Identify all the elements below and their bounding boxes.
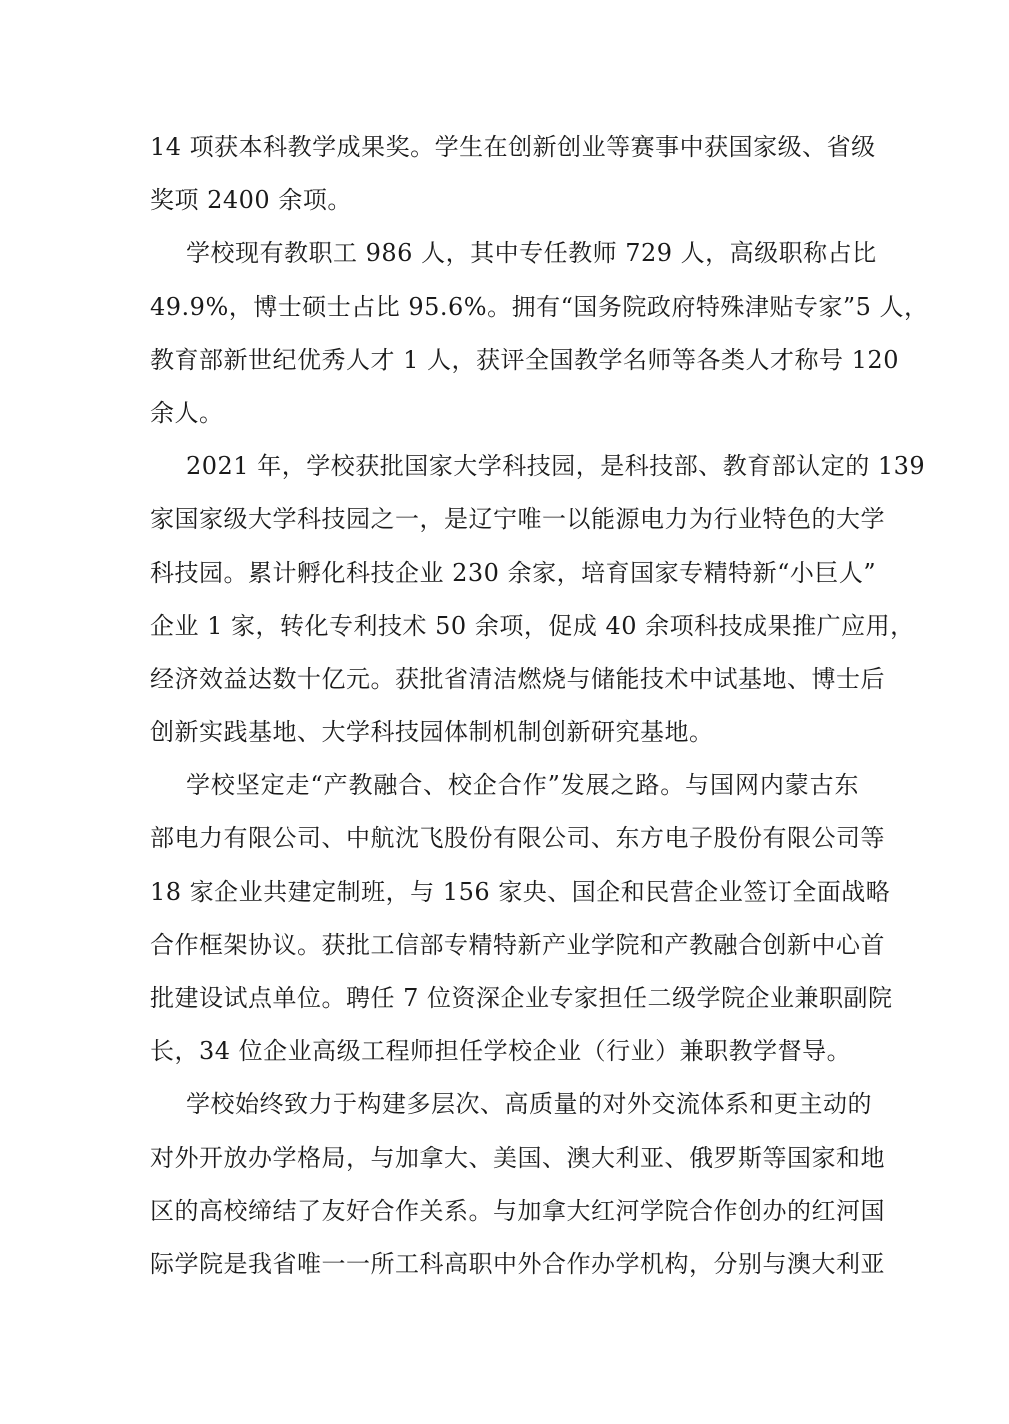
text-line: 奖项 2400 余项。 (150, 186, 352, 215)
text-line: 企业 1 家，转化专利技术 50 余项，促成 40 余项科技成果推广应用， (150, 611, 915, 640)
text-line: 18 家企业共建定制班，与 156 家央、国企和民营企业签订全面战略 (150, 877, 891, 906)
text-line: 14 项获本科教学成果奖。学生在创新创业等赛事中获国家级、省级 (150, 133, 876, 161)
text-line: 对外开放办学格局，与加拿大、美国、澳大利亚、俄罗斯等国家和地 (150, 1143, 885, 1172)
text-line: 合作框架协议。获批工信部专精特新产业学院和产教融合创新中心首 (150, 930, 885, 959)
text-line: 科技园。累计孵化科技企业 230 余家，培育国家专精特新“小巨人” (150, 558, 877, 587)
text-line: 余人。 (150, 398, 224, 427)
document-page (150, 121, 929, 1291)
text-line: 学校坚定走“产教融合、校企合作”发展之路。与国网内蒙古东 (186, 771, 859, 800)
text-line: 学校现有教职工 986 人，其中专任教师 729 人，高级职称占比 (186, 239, 877, 268)
text-line: 区的高校缔结了友好合作关系。与加拿大红河学院合作创办的红河国 (150, 1196, 885, 1225)
text-line: 部电力有限公司、中航沈飞股份有限公司、东方电子股份有限公司等 (150, 824, 885, 853)
text-line: 创新实践基地、大学科技园体制机制创新研究基地。 (150, 718, 714, 747)
text-line: 2021 年，学校获批国家大学科技园，是科技部、教育部认定的 139 (186, 452, 926, 481)
paragraph-industry-cooperation (150, 759, 893, 1078)
text-line: 长，34 位企业高级工程师担任学校企业（行业）兼职教学督导。 (150, 1037, 852, 1066)
paragraph-science-park (150, 440, 926, 759)
text-line: 际学院是我省唯一一所工科高职中外合作办学机构，分别与澳大利亚 (150, 1249, 885, 1278)
paragraph-awards-continued (150, 121, 876, 227)
paragraph-international-exchange (150, 1078, 885, 1291)
text-line: 批建设试点单位。聘任 7 位资深企业专家担任二级学院企业兼职副院 (150, 984, 893, 1012)
text-line: 家国家级大学科技园之一，是辽宁唯一以能源电力为行业特色的大学 (150, 505, 885, 534)
text-line: 教育部新世纪优秀人才 1 人，获评全国教学名师等各类人才称号 120 (150, 345, 899, 374)
text-line: 学校始终致力于构建多层次、高质量的对外交流体系和更主动的 (186, 1090, 872, 1119)
paragraph-faculty (150, 227, 929, 440)
text-line: 49.9%，博士硕士占比 95.6%。拥有“国务院政府特殊津贴专家”5 人， (150, 292, 929, 321)
text-line: 经济效益达数十亿元。获批省清洁燃烧与储能技术中试基地、博士后 (150, 664, 885, 693)
